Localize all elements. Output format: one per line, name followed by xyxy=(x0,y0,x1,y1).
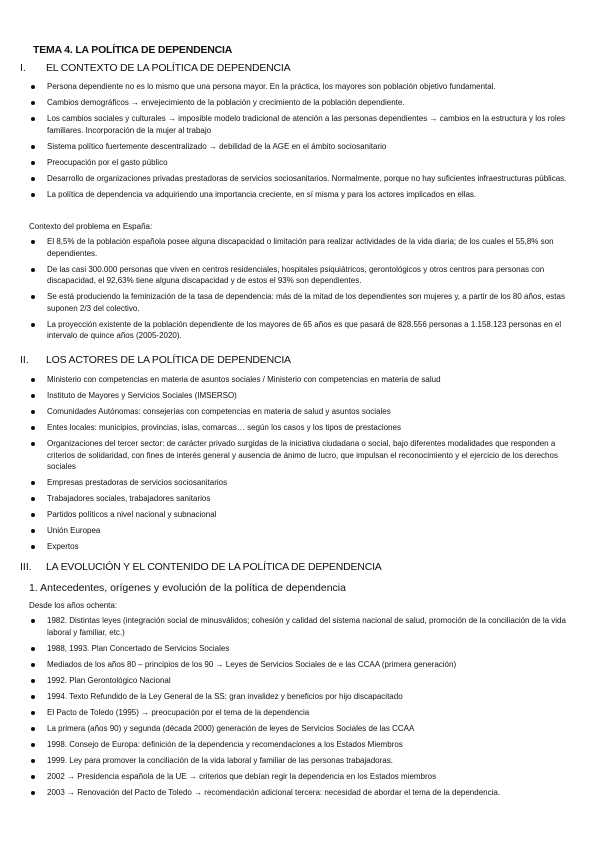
bullet-icon xyxy=(31,323,35,327)
list-item: Se está produciendo la feminización de la tasa de dependencia: más de la mitad de los dependientes son mujeres y, a partir de los 80 años, estas suponen 2/3 del colectivo. xyxy=(26,291,581,314)
section-2-bullets xyxy=(26,374,581,557)
list-item: Instituto de Mayores y Servicios Sociales (IMSERSO) xyxy=(26,390,581,402)
list-item: Unión Europea xyxy=(26,525,581,537)
list-item: 1992. Plan Gerontológico Nacional xyxy=(26,675,581,687)
list-item: La proyección existente de la población dependiente de los mayores de 65 años es que pasará de 828.556 personas a 1.158.123 personas en el intervalo de quince años (2005-2020). xyxy=(26,319,581,342)
list-item: Cambios demográficos → envejecimiento de la población y crecimiento de la población dependiente. xyxy=(26,97,581,109)
list-item: Ministerio con competencias en materia de asuntos sociales / Ministerio con competencias en materia de salud xyxy=(26,374,581,386)
list-item: 1998. Consejo de Europa: definición de la dependencia y recomendaciones a los Estados Miembros xyxy=(26,739,581,751)
bullet-icon xyxy=(31,619,35,623)
bullet-icon xyxy=(31,679,35,683)
list-item: 2002 → Presidencia española de la UE → criterios que debían regir la dependencia en los Estados miembros xyxy=(26,771,581,783)
document-title: TEMA 4. LA POLÍTICA DE DEPENDENCIA xyxy=(33,44,233,56)
bullet-icon xyxy=(31,481,35,485)
bullet-icon xyxy=(31,117,35,121)
context-label: Contexto del problema en España: xyxy=(29,222,153,231)
section-3-number: III. xyxy=(20,561,32,573)
bullet-icon xyxy=(31,161,35,165)
bullet-icon xyxy=(31,759,35,763)
section-2-title: LOS ACTORES DE LA POLÍTICA DE DEPENDENCIA xyxy=(46,354,291,366)
list-item: Entes locales: municipios, provincias, islas, comarcas… según los casos y los tipos de prestaciones xyxy=(26,422,581,434)
since-label: Desde los años ochenta: xyxy=(29,601,118,610)
list-item: Organizaciones del tercer sector: de carácter privado surgidas de la iniciativa ciudadana o social, bajo diferentes modalidades que responden a criterios de solidaridad, con fines de interés general y ausencia de ánimo de lucro, que impulsan el reconocimiento y el ejercicio de los derechos sociales xyxy=(26,438,581,473)
list-item: Comunidades Autónomas: consejerías con competencias en materia de salud y asuntos sociales xyxy=(26,406,581,418)
bullet-icon xyxy=(31,775,35,779)
context-bullets xyxy=(26,236,581,346)
bullet-icon xyxy=(31,101,35,105)
list-item: 1982. Distintas leyes (integración social de minusválidos; cohesión y calidad del sistema nacional de salud, promoción de la conciliación de la vida laboral y familiar, etc.) xyxy=(26,615,581,638)
section-3-bullets xyxy=(26,615,581,803)
bullet-icon xyxy=(31,529,35,533)
list-item: Persona dependiente no es lo mismo que una persona mayor. En la práctica, los mayores son población objetivo fundamental. xyxy=(26,81,581,93)
list-item: 1988, 1993. Plan Concertado de Servicios Sociales xyxy=(26,643,581,655)
bullet-icon xyxy=(31,85,35,89)
bullet-icon xyxy=(31,442,35,446)
bullet-icon xyxy=(31,711,35,715)
bullet-icon xyxy=(31,647,35,651)
list-item: 1999. Ley para promover la conciliación de la vida laboral y familiar de las personas trabajadoras. xyxy=(26,755,581,767)
list-item: La primera (años 90) y segunda (década 2000) generación de leyes de Servicios Sociales de las CCAA xyxy=(26,723,581,735)
list-item: Mediados de los años 80 – principios de los 90 → Leyes de Servicios Sociales de e las CCAA (primera generación) xyxy=(26,659,581,671)
bullet-icon xyxy=(31,497,35,501)
bullet-icon xyxy=(31,426,35,430)
list-item: Empresas prestadoras de servicios sociosanitarios xyxy=(26,477,581,489)
bullet-icon xyxy=(31,295,35,299)
list-item: 1994. Texto Refundido de la Ley General de la SS: gran invalidez y beneficios por hijo discapacitado xyxy=(26,691,581,703)
section-2-number: II. xyxy=(20,354,29,366)
bullet-icon xyxy=(31,177,35,181)
section-3-title: LA EVOLUCIÓN Y EL CONTENIDO DE LA POLÍTICA DE DEPENDENCIA xyxy=(46,561,382,573)
bullet-icon xyxy=(31,791,35,795)
section-1-bullets xyxy=(26,81,581,205)
bullet-icon xyxy=(31,145,35,149)
bullet-icon xyxy=(31,410,35,414)
list-item: Preocupación por el gasto público xyxy=(26,157,581,169)
list-item: El 8,5% de la población española posee alguna discapacidad o limitación para realizar actividades de la vida diaria; de los cuales el 55,8% son dependientes. xyxy=(26,236,581,259)
list-item: Trabajadores sociales, trabajadores sanitarios xyxy=(26,493,581,505)
bullet-icon xyxy=(31,240,35,244)
subsection-title: 1. Antecedentes, orígenes y evolución de la política de dependencia xyxy=(29,582,346,594)
section-1-number: I. xyxy=(20,62,26,74)
list-item: 2003 → Renovación del Pacto de Toledo → recomendación adicional tercera: necesidad de abordar el tema de la dependencia. xyxy=(26,787,581,799)
bullet-icon xyxy=(31,727,35,731)
list-item: Partidos políticos a nivel nacional y subnacional xyxy=(26,509,581,521)
list-item: De las casi 300.000 personas que viven en centros residenciales, hospitales psiquiátricos, gerontológicos y otros centros para personas con discapacidad, el 92,63% tiene alguna discapacidad y de estos el 93% son dependientes. xyxy=(26,264,581,287)
list-item: La política de dependencia va adquiriendo una importancia creciente, en sí misma y para los actores implicados en ellas. xyxy=(26,189,581,201)
bullet-icon xyxy=(31,513,35,517)
section-1-title: EL CONTEXTO DE LA POLÍTICA DE DEPENDENCIA xyxy=(46,62,291,74)
list-item: Sistema político fuertemente descentralizado → debilidad de la AGE en el ámbito sociosanitario xyxy=(26,141,581,153)
bullet-icon xyxy=(31,545,35,549)
bullet-icon xyxy=(31,193,35,197)
list-item: Desarrollo de organizaciones privadas prestadoras de servicios sociosanitarios. Normalmente, porque no hay suficientes infraestructuras públicas. xyxy=(26,173,581,185)
bullet-icon xyxy=(31,268,35,272)
bullet-icon xyxy=(31,378,35,382)
bullet-icon xyxy=(31,663,35,667)
bullet-icon xyxy=(31,695,35,699)
list-item: Expertos xyxy=(26,541,581,553)
bullet-icon xyxy=(31,394,35,398)
list-item: El Pacto de Toledo (1995) → preocupación por el tema de la dependencia xyxy=(26,707,581,719)
list-item: Los cambios sociales y culturales → imposible modelo tradicional de atención a las personas dependientes → cambios en la estructura y los roles familiares. Incorporación de la mujer al trabajo xyxy=(26,113,581,136)
bullet-icon xyxy=(31,743,35,747)
